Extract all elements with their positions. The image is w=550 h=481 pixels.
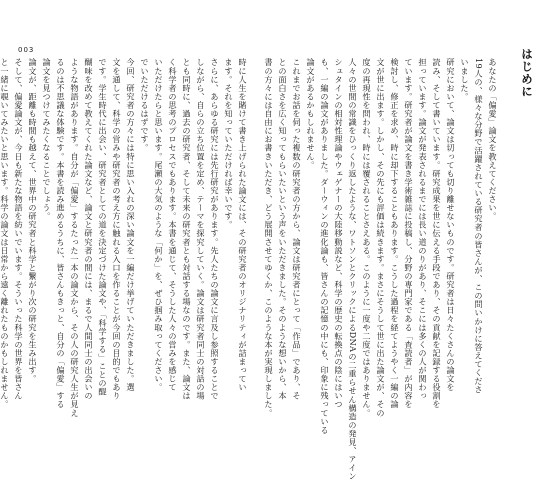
text-line: でいただけるはずです。 [140, 58, 150, 153]
text-line: も、一編の論文がありました。ダーウィンの進化論も、皆さんの記憶の中にも、印象に残っている [320, 58, 330, 435]
text-line: 人々の世間の常識をひっくり返したような、ワトソンとクリックによるDNAの二重らせん構造の発見、アイン [348, 58, 358, 481]
text-line: 文を通して、科学の営みや研究者の考え方に触れる入口を作ることが今回の目的でもあり [112, 58, 122, 400]
text-line: です。学生時代に出会い、研究者としての道を決定づけた論文や、「科学する」ことの醍 [98, 58, 108, 396]
text-line: いただけたらと思います。尾瀬の大気のような「何か」を、ぜひ掴み取ってください。 [154, 58, 164, 392]
text-line: との面白さを広く知ってもらいたいという声をいただきました。そのような想いから、本 [278, 58, 288, 400]
text-line: 論文を見つけてみたくなることでしょう。 [42, 58, 52, 221]
text-line: 担っています。論文が発表されるまでには長い道のりがあり、そこには多くの人が関わっ [418, 58, 428, 400]
text-line: く科学者の思考のプロセスでもあります。本書を通じて、そうした人々の営みを感じて [168, 58, 178, 392]
text-line: そして、偏愛論文が、今日も新たな物語を紡いでいます。そういった科学の世界を皆さん [14, 58, 24, 400]
text-line: 19人の、様々な分野で活躍されている研究者の皆さんが、この問いかけに答えてくださ [474, 58, 484, 395]
text-line: これまでお話を伺った複数の研究者の方から、論文は研究者にとって「作品」であり、そ [292, 58, 302, 400]
chapter-heading: はじめに [520, 48, 534, 98]
text-line: 時に人生を賭けて書き上げられた論文には、その研究者のオリジナリティが詰まってい [238, 58, 248, 392]
text-line: 論文が、距離も時間も越えて、世界中の研究者と科学と繋がり次の研究を生み出す。 [28, 58, 38, 383]
text-line: ます。それを知っていただければ幸いです。 [224, 58, 234, 229]
text-line: 文が世に出ます。しかし、その先にも評価は続きます。まさにそうして世に出た論文が、その [376, 58, 386, 418]
text-line: 醐味を改めて教えてくれた論文など、論文と研究者の間には、まるで人間同士の出会いの [84, 58, 94, 400]
text-line: 論文があるかもしれません。 [306, 58, 316, 170]
text-line: 読み、そして書いています。研究成果を世に伝える手段であり、その貢献を記録する役割を [432, 58, 442, 409]
text-line: あなたの「偏愛」論文を教えてください。 [488, 58, 498, 221]
body-text-right-column [264, 58, 500, 481]
text-line: とも同時に、過去の研究者、そして未来の研究者とも対話する場なのです。また、論文は [182, 58, 192, 400]
text-line: いました。 [460, 58, 470, 101]
text-line: 研究において、論文は切っても切り離せないものです。研究者は日々たくさんの論文を [446, 58, 456, 392]
text-line: 書の方々には自由にお書きいただき、どう展開させてゆくか、このような本が実現しました。 [264, 58, 274, 418]
text-line: るのは不思議な体験です。本書を読み進めるうちに、皆さんもきっと、自分の「偏愛」する [56, 58, 66, 409]
text-line: 今回、研究者の方々には特に思い入れの深い論文を一編だけ挙げていただきました。選 [126, 58, 136, 392]
text-line: 度の再現性を問われ、時には覆されることさえある。このように一度や二度ではありません。 [362, 58, 372, 418]
text-line: と一緒に覗いてみたいと思います。科学の論文は日常から遠く離れたものかもしれません。 [0, 58, 10, 409]
page-number: 003 [18, 46, 35, 54]
text-line: 検討し、修正を求め、時に却下することもあります。こうした過程を経てようやく一編の論 [390, 58, 400, 409]
text-line: ような物語があります。自分が「偏愛」するたった一本の論文から、その人の研究人生が見え [70, 58, 80, 418]
text-line: シュタインの相対性理論やウェゲナーの大陸移動説など、科学の歴史の転換点の陰にはいつ [334, 58, 344, 409]
text-line: ています。研究者が論文を書き学術雑誌に投稿し、分野の専門家である「査読者」が内容を [404, 58, 414, 409]
text-line: さらに、あらゆる研究には先行研究があります。先人たちの論文に言及し参照することで [210, 58, 220, 400]
body-text-left-column [0, 58, 250, 418]
text-line: しながら、自らの立ち位置を定め、テーマを探究していく。論文は研究者同士の対話の場 [196, 58, 206, 400]
